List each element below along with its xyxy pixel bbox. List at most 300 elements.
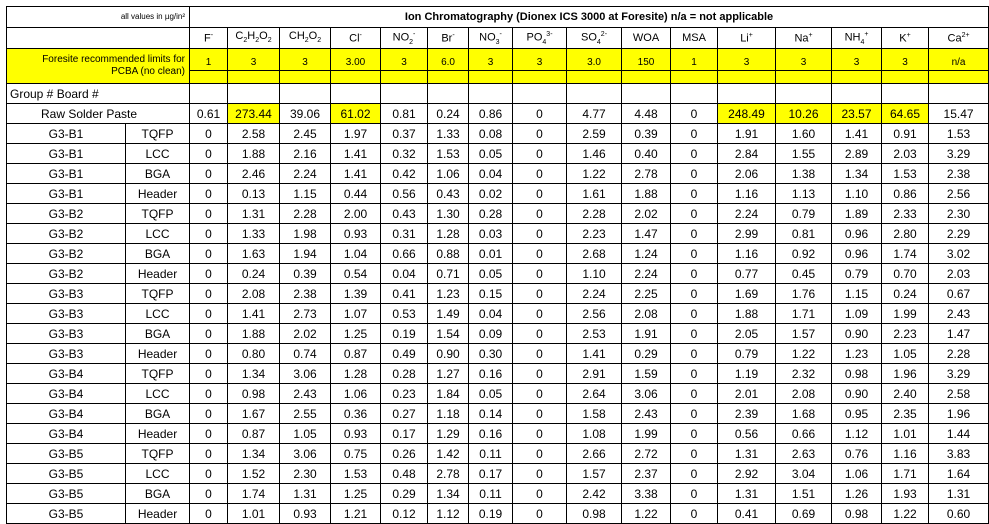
table-row	[7, 404, 989, 424]
ion-value: 1.74	[228, 484, 280, 504]
ion-value: 0	[190, 224, 228, 244]
raw-value: 0.24	[428, 104, 469, 124]
ion-value: 1.44	[929, 424, 989, 444]
ion-header-cell	[882, 28, 929, 49]
ion-value: 0.86	[882, 184, 929, 204]
ion-value: 0.04	[381, 264, 428, 284]
raw-value: 0	[513, 104, 567, 124]
ion-value: 1.04	[331, 244, 381, 264]
board-id: G3-B4	[7, 424, 126, 444]
component-type: BGA	[126, 484, 190, 504]
ion-value: 1.16	[718, 244, 776, 264]
raw-value: 0	[671, 104, 718, 124]
ion-value: 0.56	[718, 424, 776, 444]
ion-value: 2.55	[280, 404, 331, 424]
ion-value: 1.38	[776, 164, 832, 184]
ion-header-cell	[718, 28, 776, 49]
limit-blank-cell	[428, 71, 469, 84]
ion-value: 2.89	[832, 144, 882, 164]
ion-charge: -	[499, 30, 502, 38]
ion-symbol-part: O	[308, 30, 318, 43]
ion-value: 1.46	[567, 144, 622, 164]
ion-symbol: NO	[392, 31, 410, 44]
ion-value: 0.11	[469, 484, 513, 504]
board-id: G3-B5	[7, 484, 126, 504]
ion-value: 1.31	[718, 484, 776, 504]
board-id: G3-B1	[7, 184, 126, 204]
ion-value: 0	[513, 304, 567, 324]
ion-value: 1.64	[929, 464, 989, 484]
ion-value: 1.69	[718, 284, 776, 304]
ion-value: 0.24	[882, 284, 929, 304]
units-note: all values in µg/in²	[7, 7, 190, 28]
ion-value: 1.96	[929, 404, 989, 424]
ion-value: 0.37	[381, 124, 428, 144]
limit-value: 3.0	[567, 49, 622, 71]
limit-blank-cell	[331, 71, 381, 84]
limit-value: 3	[280, 49, 331, 71]
ion-value: 1.74	[882, 244, 929, 264]
raw-value: 64.65	[882, 104, 929, 124]
ion-value: 1.08	[567, 424, 622, 444]
ion-value: 1.41	[228, 304, 280, 324]
ion-value: 1.21	[331, 504, 381, 524]
ion-value: 0	[513, 244, 567, 264]
limit-blank-cell	[882, 71, 929, 84]
ion-subscript: 4	[596, 38, 601, 46]
ion-subscript: 2	[255, 37, 260, 45]
ion-header-cell	[567, 28, 622, 49]
ion-value: 2.43	[280, 384, 331, 404]
ion-value: 0.74	[280, 344, 331, 364]
ion-charge: +	[864, 30, 869, 38]
board-id: G3-B2	[7, 264, 126, 284]
ion-value: 1.01	[228, 504, 280, 524]
ion-value: 2.84	[718, 144, 776, 164]
ion-value: 1.88	[718, 304, 776, 324]
ion-value: 0	[513, 184, 567, 204]
component-type: TQFP	[126, 444, 190, 464]
raw-value: 0.86	[469, 104, 513, 124]
group-blank-cell	[190, 84, 228, 104]
board-id: G3-B5	[7, 504, 126, 524]
ion-value: 0.32	[381, 144, 428, 164]
table-row	[7, 364, 989, 384]
ion-value: 2.24	[280, 164, 331, 184]
ion-value: 2.08	[776, 384, 832, 404]
ion-value: 0.49	[381, 344, 428, 364]
ion-value: 1.68	[776, 404, 832, 424]
ion-value: 1.05	[280, 424, 331, 444]
limit-blank-cell	[190, 71, 228, 84]
ion-value: 0.54	[331, 264, 381, 284]
ion-symbol-part: O	[259, 30, 268, 43]
ion-value: 2.63	[776, 444, 832, 464]
ion-value: 0	[513, 404, 567, 424]
ion-value: 2.35	[882, 404, 929, 424]
ion-value: 0.98	[832, 504, 882, 524]
ion-value: 2.24	[622, 264, 671, 284]
board-id: G3-B1	[7, 124, 126, 144]
ion-value: 0.79	[776, 204, 832, 224]
ion-value: 1.59	[622, 364, 671, 384]
limit-blank-cell	[718, 71, 776, 84]
ion-value: 2.29	[929, 224, 989, 244]
ion-value: 1.25	[331, 484, 381, 504]
ion-value: 0.15	[469, 284, 513, 304]
ion-value: 0.93	[331, 224, 381, 244]
board-id: G3-B2	[7, 204, 126, 224]
ion-value: 0.36	[331, 404, 381, 424]
ion-value: 0	[671, 444, 718, 464]
table-row	[7, 144, 989, 164]
ion-value: 1.84	[428, 384, 469, 404]
table-row	[7, 424, 989, 444]
ion-value: 2.68	[567, 244, 622, 264]
group-blank-cell	[929, 84, 989, 104]
ion-value: 2.05	[718, 324, 776, 344]
ion-value: 0	[671, 304, 718, 324]
ion-value: 0	[513, 264, 567, 284]
ion-value: 2.53	[567, 324, 622, 344]
ion-value: 2.25	[622, 284, 671, 304]
ion-value: 1.88	[228, 324, 280, 344]
ion-value: 0	[513, 424, 567, 444]
ion-value: 1.42	[428, 444, 469, 464]
ion-value: 1.15	[832, 284, 882, 304]
ion-value: 0.53	[381, 304, 428, 324]
limit-blank-cell	[567, 71, 622, 84]
raw-value: 10.26	[776, 104, 832, 124]
ion-value: 0.29	[381, 484, 428, 504]
group-blank-cell	[882, 84, 929, 104]
ion-value: 1.94	[280, 244, 331, 264]
ion-header-cell	[929, 28, 989, 49]
limit-blank-cell	[671, 71, 718, 84]
ion-value: 0.93	[280, 504, 331, 524]
raw-solder-paste-row	[7, 104, 989, 124]
ion-value: 1.06	[331, 384, 381, 404]
component-type: TQFP	[126, 284, 190, 304]
ion-header-cell	[190, 28, 228, 49]
ion-subscript: 3	[495, 38, 500, 46]
ion-subscript: 2	[304, 37, 309, 45]
ion-value: 2.03	[882, 144, 929, 164]
ion-value: 1.47	[929, 324, 989, 344]
ion-value: 0.08	[469, 124, 513, 144]
ion-value: 3.29	[929, 364, 989, 384]
ion-value: 2.16	[280, 144, 331, 164]
ion-value: 2.08	[622, 304, 671, 324]
ion-value: 0.93	[331, 424, 381, 444]
ion-value: 2.43	[929, 304, 989, 324]
group-blank-cell	[718, 84, 776, 104]
ion-value: 0.19	[469, 504, 513, 524]
ion-value: 0.39	[622, 124, 671, 144]
ion-value: 2.64	[567, 384, 622, 404]
ion-value: 2.99	[718, 224, 776, 244]
group-blank-cell	[428, 84, 469, 104]
ion-value: 0	[671, 164, 718, 184]
ion-value: 0.04	[469, 164, 513, 184]
component-type: TQFP	[126, 204, 190, 224]
ion-value: 0	[671, 224, 718, 244]
ion-charge: +	[906, 31, 911, 39]
table-body	[7, 7, 989, 524]
ion-value: 0.19	[381, 324, 428, 344]
ion-value: 1.18	[428, 404, 469, 424]
ion-value: 0	[671, 344, 718, 364]
ion-value: 0	[513, 484, 567, 504]
ion-value: 1.51	[776, 484, 832, 504]
ion-value: 1.96	[882, 364, 929, 384]
ion-value: 2.28	[567, 204, 622, 224]
ion-value: 1.41	[832, 124, 882, 144]
ion-value: 0.88	[428, 244, 469, 264]
ion-value: 2.28	[280, 204, 331, 224]
raw-value: 4.77	[567, 104, 622, 124]
ion-value: 1.91	[622, 324, 671, 344]
ion-value: 1.31	[929, 484, 989, 504]
ion-value: 0	[671, 144, 718, 164]
ion-value: 1.22	[776, 344, 832, 364]
ion-value: 0.87	[228, 424, 280, 444]
ion-value: 0.16	[469, 424, 513, 444]
ion-value: 0	[671, 404, 718, 424]
ion-value: 0.45	[776, 264, 832, 284]
group-blank-cell	[776, 84, 832, 104]
ion-value: 0.48	[381, 464, 428, 484]
ion-value: 0.60	[929, 504, 989, 524]
ion-value: 1.23	[428, 284, 469, 304]
limit-blank-cell	[469, 71, 513, 84]
ion-value: 0.28	[469, 204, 513, 224]
ion-value: 1.05	[882, 344, 929, 364]
ion-value: 2.28	[929, 344, 989, 364]
component-type: LCC	[126, 144, 190, 164]
ion-value: 1.53	[929, 124, 989, 144]
component-type: BGA	[126, 324, 190, 344]
ion-value: 1.63	[228, 244, 280, 264]
ion-value: 1.97	[331, 124, 381, 144]
ion-value: 2.39	[718, 404, 776, 424]
ion-value: 1.61	[567, 184, 622, 204]
raw-value: 273.44	[228, 104, 280, 124]
ion-value: 0	[671, 364, 718, 384]
ion-value: 1.06	[832, 464, 882, 484]
ion-value: 2.38	[929, 164, 989, 184]
ion-value: 0	[671, 324, 718, 344]
ion-value: 2.92	[718, 464, 776, 484]
ion-value: 1.33	[428, 124, 469, 144]
ion-symbol: Li	[740, 32, 749, 45]
table-row	[7, 304, 989, 324]
ion-value: 0	[671, 504, 718, 524]
ion-value: 0.17	[381, 424, 428, 444]
ion-value: 0.28	[381, 364, 428, 384]
ion-symbol: NH	[844, 31, 861, 44]
ion-value: 1.25	[331, 324, 381, 344]
group-header-row	[7, 84, 989, 104]
ion-symbol: Cl	[349, 32, 360, 45]
raw-value: 0.61	[190, 104, 228, 124]
ion-value: 0	[190, 284, 228, 304]
ion-value: 1.52	[228, 464, 280, 484]
ion-value: 0	[190, 184, 228, 204]
ion-value: 1.99	[622, 424, 671, 444]
ion-value: 0.04	[469, 304, 513, 324]
ion-charge: 2-	[600, 30, 608, 38]
ion-header-cell	[280, 28, 331, 49]
ion-value: 1.33	[228, 224, 280, 244]
ion-value: 0	[671, 204, 718, 224]
ion-charge: 2+	[961, 31, 970, 39]
ion-value: 1.67	[228, 404, 280, 424]
ion-value: 0	[190, 244, 228, 264]
ion-value: 2.02	[280, 324, 331, 344]
ion-value: 1.47	[622, 224, 671, 244]
ion-symbol: SO	[580, 31, 597, 44]
ion-value: 3.06	[280, 364, 331, 384]
group-blank-cell	[832, 84, 882, 104]
ion-charge: -	[359, 31, 362, 39]
ion-value: 1.49	[428, 304, 469, 324]
limit-blank-cell	[622, 71, 671, 84]
ion-charge: -	[210, 31, 214, 39]
raw-value: 248.49	[718, 104, 776, 124]
ion-value: 0	[190, 204, 228, 224]
ion-value: 2.08	[228, 284, 280, 304]
board-id: G3-B3	[7, 304, 126, 324]
ion-value: 0.69	[776, 504, 832, 524]
ion-charge: -	[413, 30, 416, 38]
limit-blank-cell	[929, 71, 989, 84]
ion-value: 0.81	[776, 224, 832, 244]
ion-value: 1.12	[428, 504, 469, 524]
limit-value: 3	[228, 49, 280, 71]
component-type: Header	[126, 424, 190, 444]
ion-value: 1.16	[882, 444, 929, 464]
ion-value: 2.37	[622, 464, 671, 484]
limits-row	[7, 49, 989, 71]
ion-symbol: Na	[794, 32, 809, 45]
ion-value: 0	[671, 244, 718, 264]
ion-value: 1.28	[331, 364, 381, 384]
ion-header-cell	[622, 28, 671, 49]
ion-value: 0.02	[469, 184, 513, 204]
component-type: TQFP	[126, 124, 190, 144]
ion-value: 0.05	[469, 384, 513, 404]
board-id: G3-B4	[7, 384, 126, 404]
ion-value: 3.04	[776, 464, 832, 484]
ion-value: 0	[671, 384, 718, 404]
ion-value: 2.58	[929, 384, 989, 404]
ion-value: 1.06	[428, 164, 469, 184]
ion-value: 1.34	[228, 444, 280, 464]
component-type: Header	[126, 184, 190, 204]
table-row	[7, 324, 989, 344]
ion-value: 1.53	[331, 464, 381, 484]
ion-symbol: WOA	[632, 31, 660, 44]
group-blank-cell	[671, 84, 718, 104]
ion-value: 2.46	[228, 164, 280, 184]
table-row	[7, 444, 989, 464]
ion-value: 0.40	[622, 144, 671, 164]
ion-value: 1.89	[832, 204, 882, 224]
ion-value: 1.88	[622, 184, 671, 204]
ion-value: 3.29	[929, 144, 989, 164]
group-board-header: Group # Board #	[7, 84, 190, 104]
ion-value: 2.58	[228, 124, 280, 144]
ion-value: 0.43	[428, 184, 469, 204]
ion-value: 2.30	[929, 204, 989, 224]
ion-value: 3.06	[622, 384, 671, 404]
ion-symbol: Br	[441, 32, 453, 45]
ion-value: 0.91	[882, 124, 929, 144]
raw-value: 4.48	[622, 104, 671, 124]
component-type: LCC	[126, 304, 190, 324]
ion-symbol: C	[235, 30, 244, 43]
ion-value: 1.15	[280, 184, 331, 204]
ion-value: 0	[671, 424, 718, 444]
ion-value: 1.23	[832, 344, 882, 364]
limit-value: 3	[718, 49, 776, 71]
ion-value: 0.05	[469, 264, 513, 284]
ion-value: 1.93	[882, 484, 929, 504]
ion-value: 0.96	[832, 244, 882, 264]
limit-blank-cell	[381, 71, 428, 84]
ion-value: 2.45	[280, 124, 331, 144]
board-id: G3-B1	[7, 164, 126, 184]
ion-value: 0	[190, 164, 228, 184]
ion-value: 0.66	[381, 244, 428, 264]
ion-value: 1.57	[776, 324, 832, 344]
ion-value: 0.09	[469, 324, 513, 344]
ion-value: 3.06	[280, 444, 331, 464]
table-row	[7, 284, 989, 304]
limits-label-line-2: PCBA (no clean)	[111, 66, 186, 77]
ion-value: 1.19	[718, 364, 776, 384]
component-type: LCC	[126, 464, 190, 484]
ion-value: 2.38	[280, 284, 331, 304]
ion-value: 2.72	[622, 444, 671, 464]
ion-value: 1.60	[776, 124, 832, 144]
ion-value: 0.39	[280, 264, 331, 284]
ion-value: 0.41	[381, 284, 428, 304]
limit-value: 3	[381, 49, 428, 71]
ion-value: 1.58	[567, 404, 622, 424]
ion-value: 2.24	[567, 284, 622, 304]
table-row	[7, 204, 989, 224]
ion-value: 1.34	[228, 364, 280, 384]
component-type: Header	[126, 504, 190, 524]
ion-value: 0	[190, 484, 228, 504]
ion-value: 0	[190, 364, 228, 384]
ion-value: 0.14	[469, 404, 513, 424]
ion-value: 2.23	[567, 224, 622, 244]
ion-value: 0.66	[776, 424, 832, 444]
group-blank-cell	[513, 84, 567, 104]
group-blank-cell	[280, 84, 331, 104]
table-title: Ion Chromatography (Dionex ICS 3000 at Foresite) n/a = not applicable	[190, 7, 989, 28]
ion-value: 1.01	[882, 424, 929, 444]
ion-value: 0.67	[929, 284, 989, 304]
ion-value: 0	[190, 384, 228, 404]
ion-value: 2.42	[567, 484, 622, 504]
ion-value: 0.42	[381, 164, 428, 184]
ion-value: 1.71	[776, 304, 832, 324]
table-row	[7, 124, 989, 144]
